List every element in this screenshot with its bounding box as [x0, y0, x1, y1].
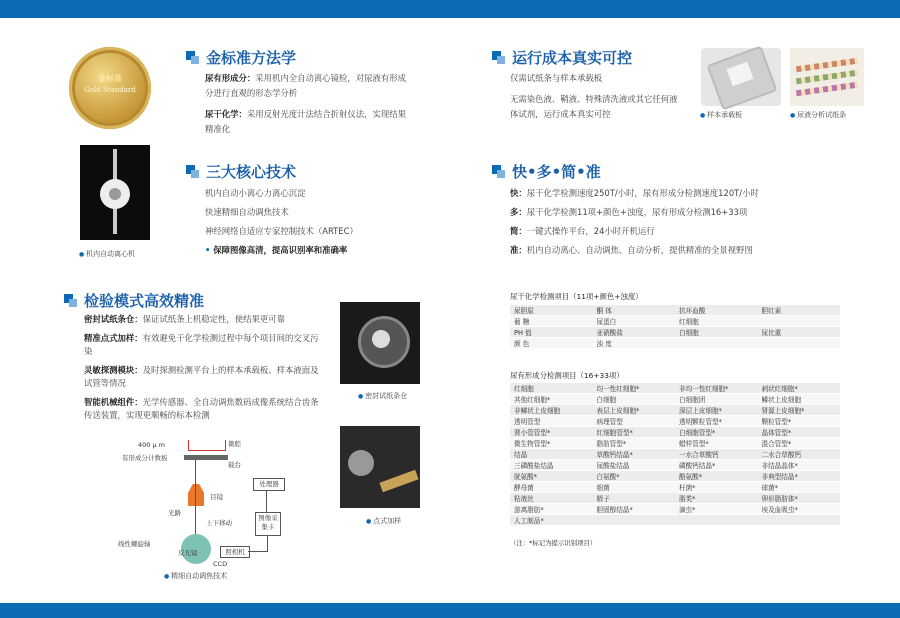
diagram-scale-label: 400 μ m [138, 441, 166, 449]
table-cell: 磷酸钙结晶* [675, 460, 758, 471]
table-cell: 非均一性红细胞* [675, 383, 758, 394]
caption-autofocus: ● 精细自动调焦技术 [164, 571, 227, 581]
detection-text: 密封试纸条仓：保证试纸条上机稳定性，使结果更可靠 精准点式加样：有效避免干化学检测过程中每个项目间的交叉污染 灵敏探测模块：及时探测检测平台上的样本承载板、样本液面及试管等情况 智能机械组件：光学传感器、全自动调焦数码成像系统结合齿条传送装置，实现更顺畅的标本检测 [84, 314, 319, 420]
table-cell [675, 515, 758, 526]
badge-line1: 金标准 [98, 74, 122, 83]
table-cell: 粘液丝 [510, 493, 593, 504]
table-cell: 滴虫* [675, 504, 758, 515]
table-cell: 脂类* [675, 493, 758, 504]
table-row [510, 493, 840, 504]
table-row: 颜 色 浊 度 [510, 338, 840, 349]
diagram-chamber [188, 440, 226, 451]
diagram-link-line3 [267, 535, 268, 552]
centrifuge-image [80, 145, 150, 240]
diagram-link-line [266, 490, 267, 512]
table-cell: 透明管型 [510, 416, 593, 427]
table-cell: 表层上皮细胞* [593, 405, 676, 416]
table-cell: 白细胞团 [675, 394, 758, 405]
table-row [510, 449, 840, 460]
table-cell: 胆固醇结晶* [593, 504, 676, 515]
caption-spot-dispensing: ● 点式加样 [366, 516, 401, 526]
table-cell: 刺状红细胞* [758, 383, 841, 394]
diagram-mirror-label: 反光镜 [178, 549, 198, 557]
diagram-objective-label: 微腔 [228, 440, 241, 448]
table-cell: 三磷酸盐结晶 [510, 460, 593, 471]
table-cell: 尿酸盐结晶 [593, 460, 676, 471]
table-cell: 肾源上皮细胞* [758, 405, 841, 416]
table-cell: 深层上皮细胞* [675, 405, 758, 416]
table-row [510, 427, 840, 438]
table-cell: 卵形脂肪体* [758, 493, 841, 504]
table-cell: 病理管型 [593, 416, 676, 427]
bottom-band [0, 603, 900, 618]
section-title-detection: 检验模式高效精准 [64, 290, 204, 311]
table-cell: 均一性红细胞* [593, 383, 676, 394]
caption-centrifuge: ● 机内自动离心机 [79, 249, 135, 259]
table-cell: 细菌 [593, 482, 676, 493]
table-row: 尿胆原 酮 体 抗坏血酸 胆红素 [510, 305, 840, 316]
table1 [510, 305, 840, 349]
sealed-strip-chamber-image [340, 302, 420, 384]
table-row [510, 405, 840, 416]
table-cell: 精子 [593, 493, 676, 504]
spot-dispensing-image [340, 426, 420, 508]
table-cell: 白细胞管型* [675, 427, 758, 438]
diagram-scale2-label: 有形成分计数板 [122, 454, 168, 462]
section-title-fast-accurate: 快•多•简•准 [492, 161, 601, 182]
table-cell: 球菌* [758, 482, 841, 493]
table-cell: 红细胞 [510, 383, 593, 394]
table-cell: 一水合草酸钙 [675, 449, 758, 460]
table-cell: 人工制品* [510, 515, 593, 526]
table-cell: 结晶 [510, 449, 593, 460]
caption-test-strips: ● 尿液分析试纸条 [790, 110, 846, 120]
diagram-stage-label: 载台 [228, 461, 241, 469]
section-title-cost: 运行成本真实可控 [492, 47, 632, 68]
diagram-link-line2 [248, 551, 268, 552]
gold-standard-text: 尿有形成分：采用机内全自动离心镜检，对尿液有形成分进行直观的形态学分析 尿干化学：采用反射光度计法结合折射仪法，实现结果精准化 [205, 73, 406, 134]
table-cell: 杆菌* [675, 482, 758, 493]
table-cell: 透明颗粒管型* [675, 416, 758, 427]
table-cell: 非典型结晶* [758, 471, 841, 482]
table-cell: 白氨酸* [593, 471, 676, 482]
table-cell: 肾小管管型* [510, 427, 593, 438]
cost-text: 仅需试纸条与样本承载板 无需染色液、鞘液、特殊清洗液或其它任何液体试剂，运行成本真实可控 [510, 73, 678, 119]
table-cell: 非结晶晶体* [758, 460, 841, 471]
top-band [0, 0, 900, 18]
table-cell: 脂肪管型* [593, 438, 676, 449]
test-strips-image [790, 48, 864, 106]
table-cell: 鳞状上皮细胞 [758, 394, 841, 405]
diagram-capture-box: 图像采集卡 [255, 512, 281, 536]
caption-sample-plate: ● 样本承载板 [700, 110, 742, 120]
table-cell: 二水合草酸钙 [758, 449, 841, 460]
section-title-gold-standard: 金标准方法学 [186, 47, 296, 68]
diagram-ccd-label: CCD [213, 560, 228, 568]
caption-sealed-chamber: ● 密封试纸条仓 [358, 391, 407, 401]
table2-title: 尿有形成分检测项目（16+33项） [510, 371, 624, 380]
table1-title: 尿干化学检测项目（11项+颜色+浊度） [510, 292, 643, 301]
table-cell: 混合管型* [758, 438, 841, 449]
table-row: PH 值 亚硝酸盐 白细胞 尿比重 [510, 327, 840, 338]
gold-standard-badge [69, 47, 151, 129]
diagram-lens-label: 目镜 [210, 493, 223, 501]
table-row [510, 394, 840, 405]
table-cell [593, 515, 676, 526]
table-cell: 白细胞 [593, 394, 676, 405]
table-row [510, 482, 840, 493]
table-row [510, 438, 840, 449]
table-cell [758, 515, 841, 526]
diagram-light-label: 光路 [168, 509, 181, 517]
table-cell: 红细胞管型* [593, 427, 676, 438]
table-row [510, 504, 840, 515]
table-cell: 草酸钙结晶* [593, 449, 676, 460]
table-cell: 酪氨酸* [675, 471, 758, 482]
fast-accurate-text: 快：尿干化学检测速度250T/小时，尿有形成分检测速度120T/小时 多：尿干化学检测11项+颜色+浊度，尿有形成分检测16+33项 简：一键式操作平台，24小时开机运行 准：机内自动离心、自动调焦、自动分析，提供精准的全景视野图 [510, 188, 759, 255]
table-row [510, 416, 840, 427]
diagram-camera-box: 照相机 [220, 546, 250, 558]
diagram-move-label: 上下移动 [206, 519, 232, 527]
table-row [510, 460, 840, 471]
table-cell: 晶体管型* [758, 427, 841, 438]
table-cell: 微生物管型* [510, 438, 593, 449]
table-row [510, 471, 840, 482]
badge-line2: Gold Standard [84, 86, 136, 94]
sample-plate-image [701, 48, 781, 106]
diagram-stage [184, 455, 228, 460]
table-row: 葡 糖 尿蛋白 红细胞 [510, 316, 840, 327]
table-cell: 蜡样管型* [675, 438, 758, 449]
table-row [510, 383, 840, 394]
table2-note: （注：*标记为提示识别项目） [510, 539, 597, 547]
table-cell: 胱氨酸* [510, 471, 593, 482]
table-cell: 其他红细胞* [510, 394, 593, 405]
section-title-core-tech: 三大核心技术 [186, 161, 296, 182]
table-cell: 非鳞状上皮细胞 [510, 405, 593, 416]
diagram-screw-label: 线性螺旋轴 [118, 540, 151, 548]
table-cell: 颗粒管型* [758, 416, 841, 427]
table-row [510, 515, 840, 526]
table-cell: 游离脂肪* [510, 504, 593, 515]
diagram-lens-shape [188, 484, 204, 506]
table2 [510, 383, 840, 526]
table-cell: 酵母菌 [510, 482, 593, 493]
core-tech-text: 机内自动小离心力离心沉淀 快速精细自动调焦技术 神经网络自适应专家控制技术（ARTEC） • 保障图像高清，提高识别率和准确率 [205, 188, 358, 255]
table-cell: 埃及血吸虫* [758, 504, 841, 515]
diagram-light-path [195, 460, 196, 540]
diagram-processor-box: 处理器 [253, 478, 285, 491]
